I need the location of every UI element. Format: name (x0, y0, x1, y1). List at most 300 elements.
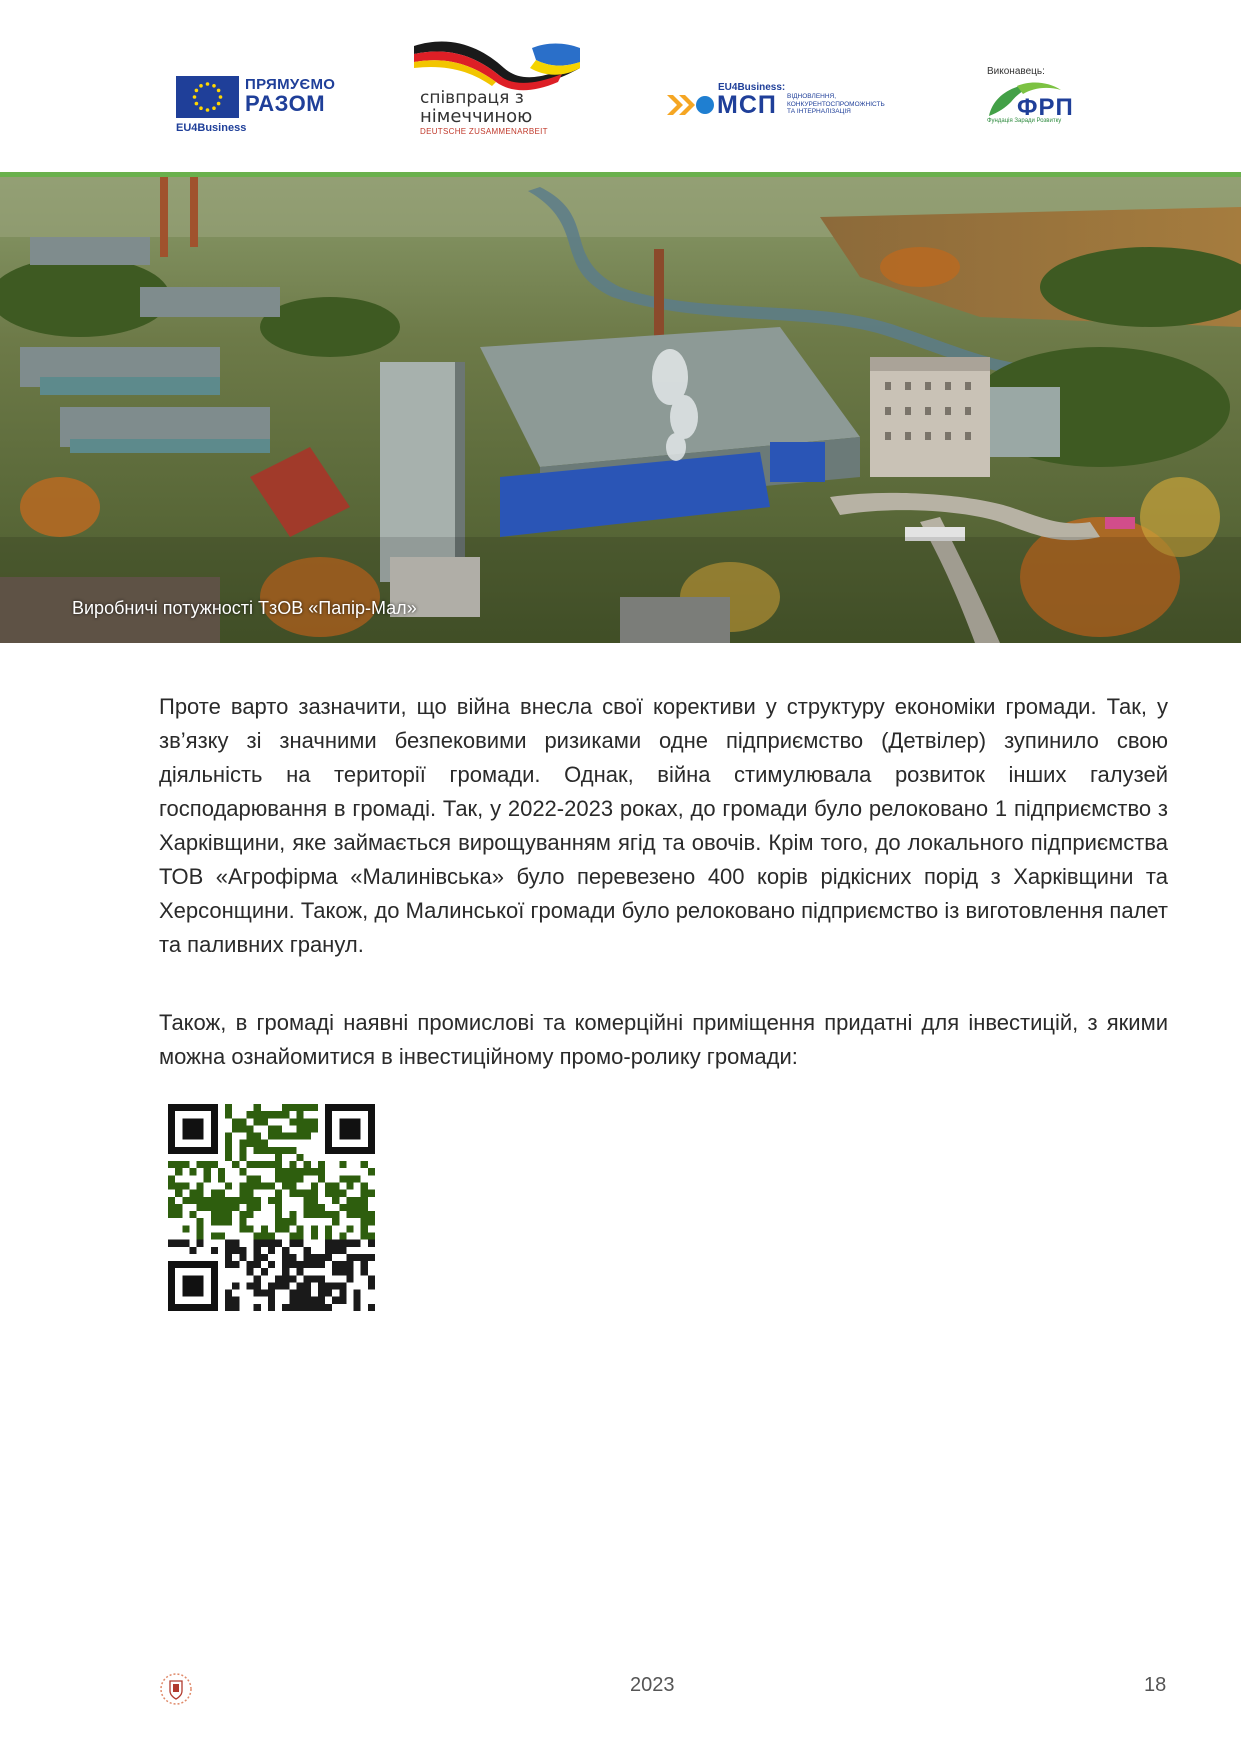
qr-module (346, 1254, 353, 1261)
qr-module (361, 1197, 368, 1204)
qr-module (346, 1183, 353, 1190)
qr-module (339, 1161, 346, 1168)
qr-module (296, 1290, 303, 1297)
qr-module (368, 1218, 375, 1225)
qr-module (275, 1168, 282, 1175)
qr-code-icon[interactable] (168, 1104, 375, 1311)
msp-logo-desc2: КОНКУРЕНТОСПРОМОЖНІСТЬ (787, 100, 885, 108)
qr-module (361, 1204, 368, 1211)
qr-module (225, 1254, 232, 1261)
qr-module (368, 1190, 375, 1197)
qr-module (175, 1211, 182, 1218)
qr-module (211, 1190, 218, 1197)
qr-module (325, 1211, 332, 1218)
qr-module (304, 1297, 311, 1304)
qr-module (261, 1111, 268, 1118)
qr-module (361, 1232, 368, 1239)
qr-module (311, 1232, 318, 1239)
qr-module (182, 1161, 189, 1168)
qr-module (304, 1290, 311, 1297)
qr-module (189, 1197, 196, 1204)
qr-module (318, 1297, 325, 1304)
qr-module (275, 1218, 282, 1225)
qr-module (189, 1211, 196, 1218)
qr-module (318, 1275, 325, 1282)
msp-arrows-icon (667, 92, 715, 118)
eu-flag-icon (176, 76, 239, 118)
qr-module (197, 1218, 204, 1225)
qr-module (247, 1190, 254, 1197)
qr-module (304, 1118, 311, 1125)
qr-module (239, 1211, 246, 1218)
qr-module (218, 1197, 225, 1204)
qr-module (254, 1197, 261, 1204)
qr-module (318, 1261, 325, 1268)
qr-module (339, 1175, 346, 1182)
qr-module (182, 1225, 189, 1232)
qr-module (368, 1282, 375, 1289)
qr-module (197, 1240, 204, 1247)
qr-module (339, 1247, 346, 1254)
msp-logo-prefix: EU4Business: (718, 82, 786, 93)
qr-module (218, 1204, 225, 1211)
german-logo-line2: німеччиною (420, 106, 533, 127)
qr-module (311, 1225, 318, 1232)
qr-module (254, 1232, 261, 1239)
qr-module (361, 1183, 368, 1190)
qr-module (354, 1204, 361, 1211)
qr-module (325, 1183, 332, 1190)
qr-module (275, 1204, 282, 1211)
qr-module (275, 1175, 282, 1182)
qr-module (354, 1211, 361, 1218)
qr-module (239, 1118, 246, 1125)
qr-module (275, 1154, 282, 1161)
qr-module (225, 1147, 232, 1154)
qr-module (175, 1204, 182, 1211)
qr-module (225, 1247, 232, 1254)
qr-module (239, 1247, 246, 1254)
qr-module (361, 1190, 368, 1197)
qr-module (354, 1304, 361, 1311)
qr-module (204, 1168, 211, 1175)
qr-module (282, 1247, 289, 1254)
qr-module (282, 1261, 289, 1268)
qr-module (261, 1290, 268, 1297)
qr-module (304, 1161, 311, 1168)
qr-module (268, 1133, 275, 1140)
qr-module (346, 1225, 353, 1232)
qr-module (168, 1197, 175, 1204)
qr-module (261, 1240, 268, 1247)
frp-logo-label: Виконавець: (987, 66, 1045, 77)
qr-module (239, 1140, 246, 1147)
qr-module (225, 1154, 232, 1161)
qr-module (261, 1254, 268, 1261)
qr-module (275, 1190, 282, 1197)
msp-logo-desc3: ТА ІНТЕРНАЛІЗАЦІЯ (787, 108, 851, 115)
qr-module (346, 1275, 353, 1282)
qr-module (289, 1290, 296, 1297)
qr-module (318, 1161, 325, 1168)
qr-module (225, 1104, 232, 1111)
qr-module (204, 1161, 211, 1168)
qr-module (268, 1297, 275, 1304)
qr-module (247, 1140, 254, 1147)
qr-module (339, 1190, 346, 1197)
qr-module (289, 1211, 296, 1218)
qr-module (268, 1147, 275, 1154)
qr-module (296, 1190, 303, 1197)
photo-caption: Виробничі потужності ТзОВ «Папір-Мал» (72, 598, 417, 618)
qr-module (218, 1168, 225, 1175)
qr-module (296, 1297, 303, 1304)
qr-module (254, 1290, 261, 1297)
qr-module (311, 1261, 318, 1268)
qr-module (289, 1254, 296, 1261)
qr-module (339, 1261, 346, 1268)
qr-module (239, 1225, 246, 1232)
qr-module (175, 1161, 182, 1168)
qr-module (232, 1304, 239, 1311)
qr-module (268, 1290, 275, 1297)
qr-module (296, 1104, 303, 1111)
qr-module (239, 1147, 246, 1154)
qr-module (225, 1261, 232, 1268)
qr-module (289, 1297, 296, 1304)
qr-module (304, 1254, 311, 1261)
qr-module (218, 1218, 225, 1225)
qr-module (268, 1240, 275, 1247)
qr-module (311, 1204, 318, 1211)
qr-module (247, 1268, 254, 1275)
qr-module (289, 1261, 296, 1268)
qr-module (332, 1197, 339, 1204)
qr-module (332, 1268, 339, 1275)
qr-module (332, 1190, 339, 1197)
qr-module (311, 1118, 318, 1125)
qr-module (304, 1204, 311, 1211)
qr-module (254, 1111, 261, 1118)
qr-module (289, 1104, 296, 1111)
qr-module (354, 1175, 361, 1182)
qr-module (304, 1168, 311, 1175)
qr-module (175, 1240, 182, 1247)
qr-module (311, 1104, 318, 1111)
qr-module (211, 1247, 218, 1254)
qr-module (232, 1261, 239, 1268)
qr-module (368, 1304, 375, 1311)
qr-module (211, 1197, 218, 1204)
qr-module (239, 1154, 246, 1161)
qr-module (304, 1211, 311, 1218)
qr-module (325, 1304, 332, 1311)
qr-module (282, 1304, 289, 1311)
qr-module (304, 1261, 311, 1268)
qr-module (254, 1240, 261, 1247)
qr-module (261, 1140, 268, 1147)
qr-module (225, 1197, 232, 1204)
qr-module (346, 1268, 353, 1275)
qr-module (311, 1190, 318, 1197)
qr-module (168, 1183, 175, 1190)
qr-module (304, 1104, 311, 1111)
qr-module (168, 1211, 175, 1218)
qr-module (218, 1175, 225, 1182)
qr-module (296, 1111, 303, 1118)
qr-module (261, 1225, 268, 1232)
qr-module (325, 1282, 332, 1289)
qr-module (254, 1204, 261, 1211)
qr-module (175, 1168, 182, 1175)
qr-module (368, 1254, 375, 1261)
qr-module (289, 1190, 296, 1197)
qr-module (289, 1118, 296, 1125)
qr-module (239, 1168, 246, 1175)
aerial-factory-photo (0, 177, 1241, 643)
qr-module (346, 1211, 353, 1218)
qr-module (225, 1240, 232, 1247)
qr-module (275, 1275, 282, 1282)
qr-module (268, 1183, 275, 1190)
qr-module (197, 1161, 204, 1168)
qr-module (232, 1197, 239, 1204)
qr-module (239, 1183, 246, 1190)
qr-module (204, 1204, 211, 1211)
qr-module (275, 1133, 282, 1140)
qr-module (332, 1247, 339, 1254)
qr-module (254, 1247, 261, 1254)
qr-module (211, 1161, 218, 1168)
qr-module (296, 1261, 303, 1268)
qr-module (311, 1125, 318, 1132)
qr-module (211, 1204, 218, 1211)
qr-module (361, 1218, 368, 1225)
qr-module (296, 1168, 303, 1175)
qr-module (182, 1197, 189, 1204)
qr-module (282, 1133, 289, 1140)
qr-module (268, 1282, 275, 1289)
qr-module (282, 1254, 289, 1261)
qr-module (247, 1211, 254, 1218)
qr-module (289, 1232, 296, 1239)
qr-module (282, 1225, 289, 1232)
qr-module (361, 1225, 368, 1232)
german-logo-line3: DEUTSCHE ZUSAMMENARBEIT (420, 127, 548, 136)
qr-module (361, 1254, 368, 1261)
qr-module (254, 1175, 261, 1182)
qr-module (268, 1197, 275, 1204)
qr-module (332, 1211, 339, 1218)
qr-module (175, 1190, 182, 1197)
qr-module (175, 1183, 182, 1190)
qr-module (296, 1133, 303, 1140)
qr-module (318, 1282, 325, 1289)
qr-module (211, 1218, 218, 1225)
qr-module (247, 1111, 254, 1118)
city-emblem-icon (159, 1672, 193, 1706)
qr-module (325, 1232, 332, 1239)
qr-module (361, 1261, 368, 1268)
qr-module (325, 1190, 332, 1197)
qr-module (325, 1290, 332, 1297)
qr-module (232, 1161, 239, 1168)
qr-module (168, 1161, 175, 1168)
qr-module (289, 1147, 296, 1154)
qr-module (354, 1197, 361, 1204)
qr-module (332, 1218, 339, 1225)
qr-module (189, 1190, 196, 1197)
qr-module (275, 1161, 282, 1168)
qr-module (261, 1268, 268, 1275)
qr-module (311, 1275, 318, 1282)
qr-module (197, 1204, 204, 1211)
qr-module (254, 1140, 261, 1147)
qr-module (311, 1211, 318, 1218)
qr-module (254, 1104, 261, 1111)
qr-module (197, 1183, 204, 1190)
qr-module (261, 1232, 268, 1239)
qr-module (325, 1254, 332, 1261)
msp-logo-desc (787, 93, 885, 116)
qr-module (346, 1261, 353, 1268)
frp-logo-name: ФРП (1017, 94, 1074, 121)
qr-module (275, 1125, 282, 1132)
qr-module (182, 1183, 189, 1190)
qr-module (232, 1125, 239, 1132)
body-paragraph-1: Проте варто зазначити, що війна внесла свої корективи у структуру економіки громади. Так, у зв’язку зі значними безпековими ризиками одне підприємство (Детвілер) зупинило свою діяльність на території громади. Однак, війна стимулювала розвиток інших галузей господарювання в громаді. Так, у 2022-2023 роках, до громади було релоковано 1 підприємство з Харківщини, яке займається вирощуванням ягід та овочів. Крім того, до локального підприємства ТОВ «Агрофірма «Малинівська» було перевезено 400 корів рідкісних порід з Харківщини та Херсонщини. Також, до Малинської громади було релоковано підприємство із виготовлення палет та паливних гранул. (159, 694, 1168, 957)
qr-module (254, 1161, 261, 1168)
qr-module (304, 1282, 311, 1289)
qr-module (339, 1232, 346, 1239)
qr-module (239, 1190, 246, 1197)
qr-module (354, 1290, 361, 1297)
qr-module (275, 1197, 282, 1204)
qr-module (311, 1304, 318, 1311)
qr-module (282, 1275, 289, 1282)
qr-module (339, 1204, 346, 1211)
qr-module (346, 1204, 353, 1211)
msp-logo-name: МСП (717, 91, 777, 119)
qr-module (225, 1140, 232, 1147)
qr-module (339, 1240, 346, 1247)
qr-module (289, 1175, 296, 1182)
german-logo-line1: співпраця з (420, 88, 524, 108)
qr-module (275, 1225, 282, 1232)
qr-module (346, 1197, 353, 1204)
qr-module (189, 1247, 196, 1254)
qr-module (168, 1204, 175, 1211)
qr-module (189, 1168, 196, 1175)
qr-module (239, 1218, 246, 1225)
qr-module (225, 1211, 232, 1218)
qr-module (197, 1197, 204, 1204)
qr-module (239, 1125, 246, 1132)
qr-module (282, 1168, 289, 1175)
qr-module (332, 1282, 339, 1289)
qr-module (296, 1225, 303, 1232)
qr-module (254, 1275, 261, 1282)
qr-module (311, 1197, 318, 1204)
qr-module (268, 1232, 275, 1239)
qr-module (239, 1254, 246, 1261)
qr-module (225, 1111, 232, 1118)
qr-module (261, 1161, 268, 1168)
qr-module (168, 1240, 175, 1247)
qr-module (182, 1240, 189, 1247)
qr-module (289, 1168, 296, 1175)
qr-module (254, 1282, 261, 1289)
qr-module (232, 1247, 239, 1254)
qr-module (361, 1268, 368, 1275)
qr-module (254, 1147, 261, 1154)
qr-module (318, 1204, 325, 1211)
qr-module (247, 1282, 254, 1289)
qr-module (296, 1175, 303, 1182)
qr-module (268, 1111, 275, 1118)
qr-module (211, 1211, 218, 1218)
footer-year: 2023 (630, 1674, 675, 1696)
qr-module (211, 1232, 218, 1239)
qr-module (325, 1240, 332, 1247)
qr-module (218, 1190, 225, 1197)
qr-module (268, 1261, 275, 1268)
qr-module (261, 1118, 268, 1125)
qr-module (296, 1118, 303, 1125)
qr-module (232, 1204, 239, 1211)
qr-module (275, 1147, 282, 1154)
qr-module (247, 1175, 254, 1182)
qr-module (296, 1125, 303, 1132)
qr-module (368, 1168, 375, 1175)
qr-module (311, 1297, 318, 1304)
qr-module (275, 1211, 282, 1218)
qr-module (361, 1161, 368, 1168)
qr-module (304, 1304, 311, 1311)
qr-module (247, 1204, 254, 1211)
qr-module (296, 1282, 303, 1289)
body-paragraph-2: Також, в громаді наявні промислові та комерційні приміщення придатні для інвестицій, з якими можна ознайомитися в інвестиційному промо-ролику громади: (159, 1010, 1168, 1069)
qr-module (247, 1225, 254, 1232)
qr-module (289, 1218, 296, 1225)
qr-module (282, 1183, 289, 1190)
qr-module (225, 1297, 232, 1304)
qr-module (204, 1197, 211, 1204)
qr-module (325, 1225, 332, 1232)
qr-module (304, 1197, 311, 1204)
qr-module (318, 1175, 325, 1182)
qr-module (354, 1240, 361, 1247)
qr-module (289, 1275, 296, 1282)
qr-module (218, 1211, 225, 1218)
qr-module (318, 1211, 325, 1218)
qr-module (311, 1254, 318, 1261)
qr-module (197, 1225, 204, 1232)
qr-module (254, 1304, 261, 1311)
qr-module (311, 1183, 318, 1190)
qr-module (197, 1232, 204, 1239)
qr-module (304, 1247, 311, 1254)
qr-module (275, 1240, 282, 1247)
qr-module (282, 1104, 289, 1111)
qr-module (232, 1297, 239, 1304)
qr-module (289, 1133, 296, 1140)
qr-module (332, 1261, 339, 1268)
qr-module (304, 1133, 311, 1140)
qr-module (268, 1125, 275, 1132)
qr-module (197, 1190, 204, 1197)
qr-module (225, 1290, 232, 1297)
